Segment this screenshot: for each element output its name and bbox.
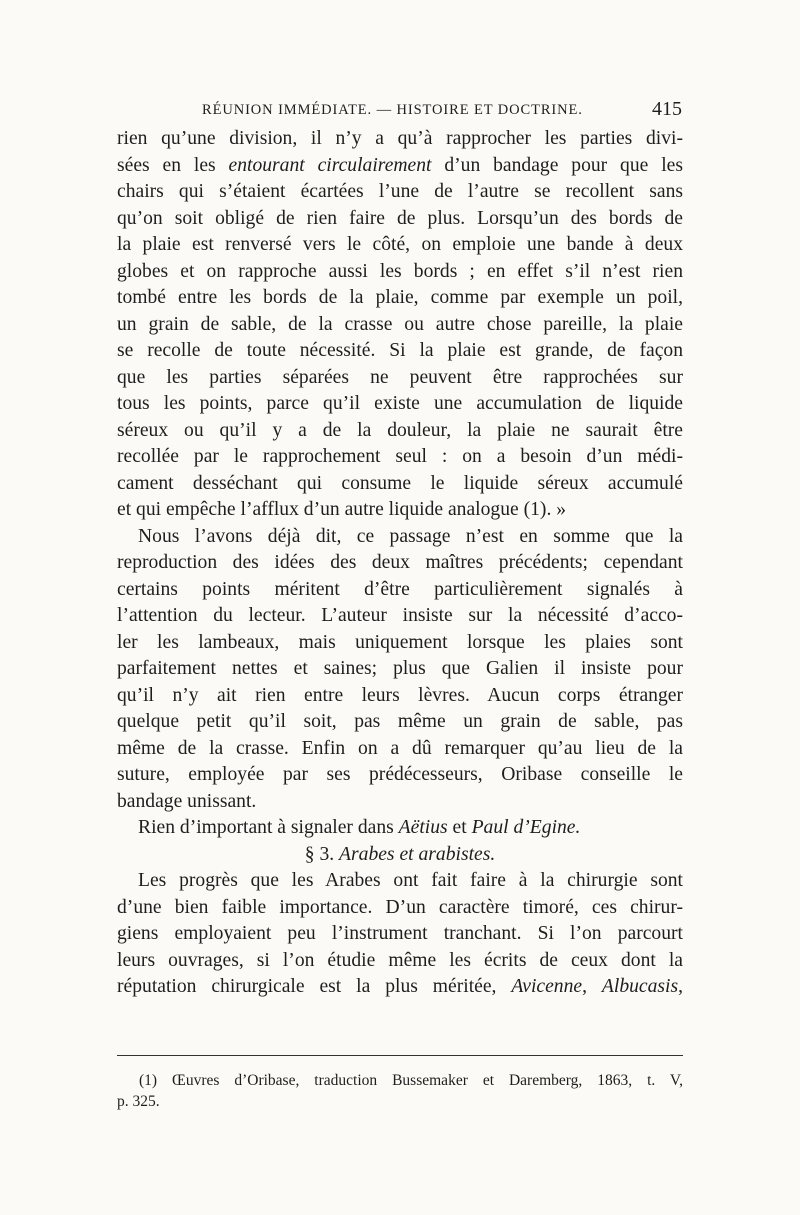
- text-line: [117, 974, 683, 1001]
- text-line: [117, 153, 683, 180]
- section-heading: [117, 842, 683, 869]
- body-text: [117, 126, 683, 1001]
- author-name: Avicenne: [511, 976, 583, 997]
- text-line: suture, employée par ses prédécesseurs, Oribase conseille le: [117, 764, 683, 785]
- text-run: ,: [678, 976, 683, 997]
- text-line: quelque petit qu’il soit, pas même un grain de sable, pas: [117, 711, 683, 732]
- text-run: et: [447, 817, 472, 838]
- text-line: qu’il n’y ait rien entre leurs lèvres. Aucun corps étranger: [117, 684, 683, 706]
- author-name: Aëtius: [398, 817, 448, 838]
- text-line: ler les lambeaux, mais uniquement lorsque les plaies sont: [117, 631, 683, 653]
- footnote-line: p. 325.: [117, 1093, 160, 1110]
- text-line: tombé entre les bords de la plaie, comme par exemple un poil,: [117, 287, 683, 308]
- footnote-line: (1) Œuvres d’Oribase, traduction Bussemaker et Daremberg, 1863, t. V,: [139, 1072, 683, 1089]
- footnote: [117, 1070, 683, 1112]
- text-line: Nous l’avons déjà dit, ce passage n’est en somme que la: [138, 525, 683, 547]
- text-line: un grain de sable, de la crasse ou autre chose pareille, la plaie: [117, 313, 683, 335]
- text-line: cament desséchant qui consume le liquide séreux accumulé: [117, 472, 683, 494]
- text-run: Rien d’important à signaler dans: [138, 817, 399, 838]
- section-title: Arabes et arabistes.: [339, 843, 496, 865]
- text-line: d’une bien faible importance. D’un caractère timoré, ces chirur-: [117, 896, 683, 918]
- text-line: bandage unissant.: [117, 790, 257, 812]
- text-line: chairs qui s’étaient écartées l’une de l’autre se recollent sans: [117, 181, 683, 202]
- text-line: séreux ou qu’il y a de la douleur, la plaie ne saurait être: [117, 419, 683, 441]
- author-name: Albucasis: [601, 976, 679, 997]
- text-line: leurs ouvrages, si l’on étudie même les écrits de ceux dont la: [117, 949, 683, 971]
- text-line: rien qu’une division, il n’y a qu’à rapprocher les parties divi-: [117, 128, 683, 149]
- text-line: l’attention du lecteur. L’auteur insiste sur la nécessité d’acco-: [117, 605, 683, 626]
- text-line: [117, 815, 683, 842]
- text-line: la plaie est renversé vers le côté, on emploie une bande à deux: [117, 234, 683, 255]
- running-head: [118, 98, 682, 126]
- text-line: recollée par le rapprochement seul : on a besoin d’un médi-: [117, 446, 683, 467]
- running-title: RÉUNION IMMÉDIATE. — HISTOIRE ET DOCTRINE.: [202, 102, 583, 118]
- text-line: tous les points, parce qu’il existe une accumulation de liquide: [117, 393, 683, 414]
- italic-phrase: entourant circulairement: [228, 154, 432, 176]
- text-line: qu’on soit obligé de rien faire de plus. Lorsqu’un des bords de: [117, 207, 683, 229]
- text-run: ,: [582, 976, 602, 997]
- text-line: Les progrès que les Arabes ont fait faire à la chirurgie sont: [138, 870, 683, 891]
- text-line: même de la crasse. Enfin on a dû remarquer qu’au lieu de la: [117, 737, 683, 759]
- text-line: et qui empêche l’afflux d’un autre liquide analogue (1). »: [117, 499, 567, 520]
- text-line: reproduction des idées des deux maîtres précédents; cependant: [117, 552, 683, 573]
- author-name: Paul d’Egine.: [471, 817, 581, 838]
- text-line: certains points méritent d’être particulièrement signalés à: [117, 578, 683, 600]
- section-number: § 3.: [304, 843, 340, 865]
- text-run: réputation chirurgicale est la plus méritée,: [117, 976, 512, 997]
- text-line: parfaitement nettes et saines; plus que Galien il insiste pour: [117, 658, 683, 679]
- text-line: giens employaient peu l’instrument tranchant. Si l’on parcourt: [117, 923, 683, 944]
- text-run: d’un bandage pour que les: [431, 154, 683, 176]
- text-line: globes et on rapproche aussi les bords ; en effet s’il n’est rien: [117, 260, 683, 282]
- text-line: se recolle de toute nécessité. Si la plaie est grande, de façon: [117, 340, 683, 361]
- text-run: sées en les: [117, 154, 229, 176]
- page-number: 415: [652, 98, 682, 120]
- footnote-rule: [117, 1055, 683, 1056]
- text-line: que les parties séparées ne peuvent être rapprochées sur: [117, 366, 683, 388]
